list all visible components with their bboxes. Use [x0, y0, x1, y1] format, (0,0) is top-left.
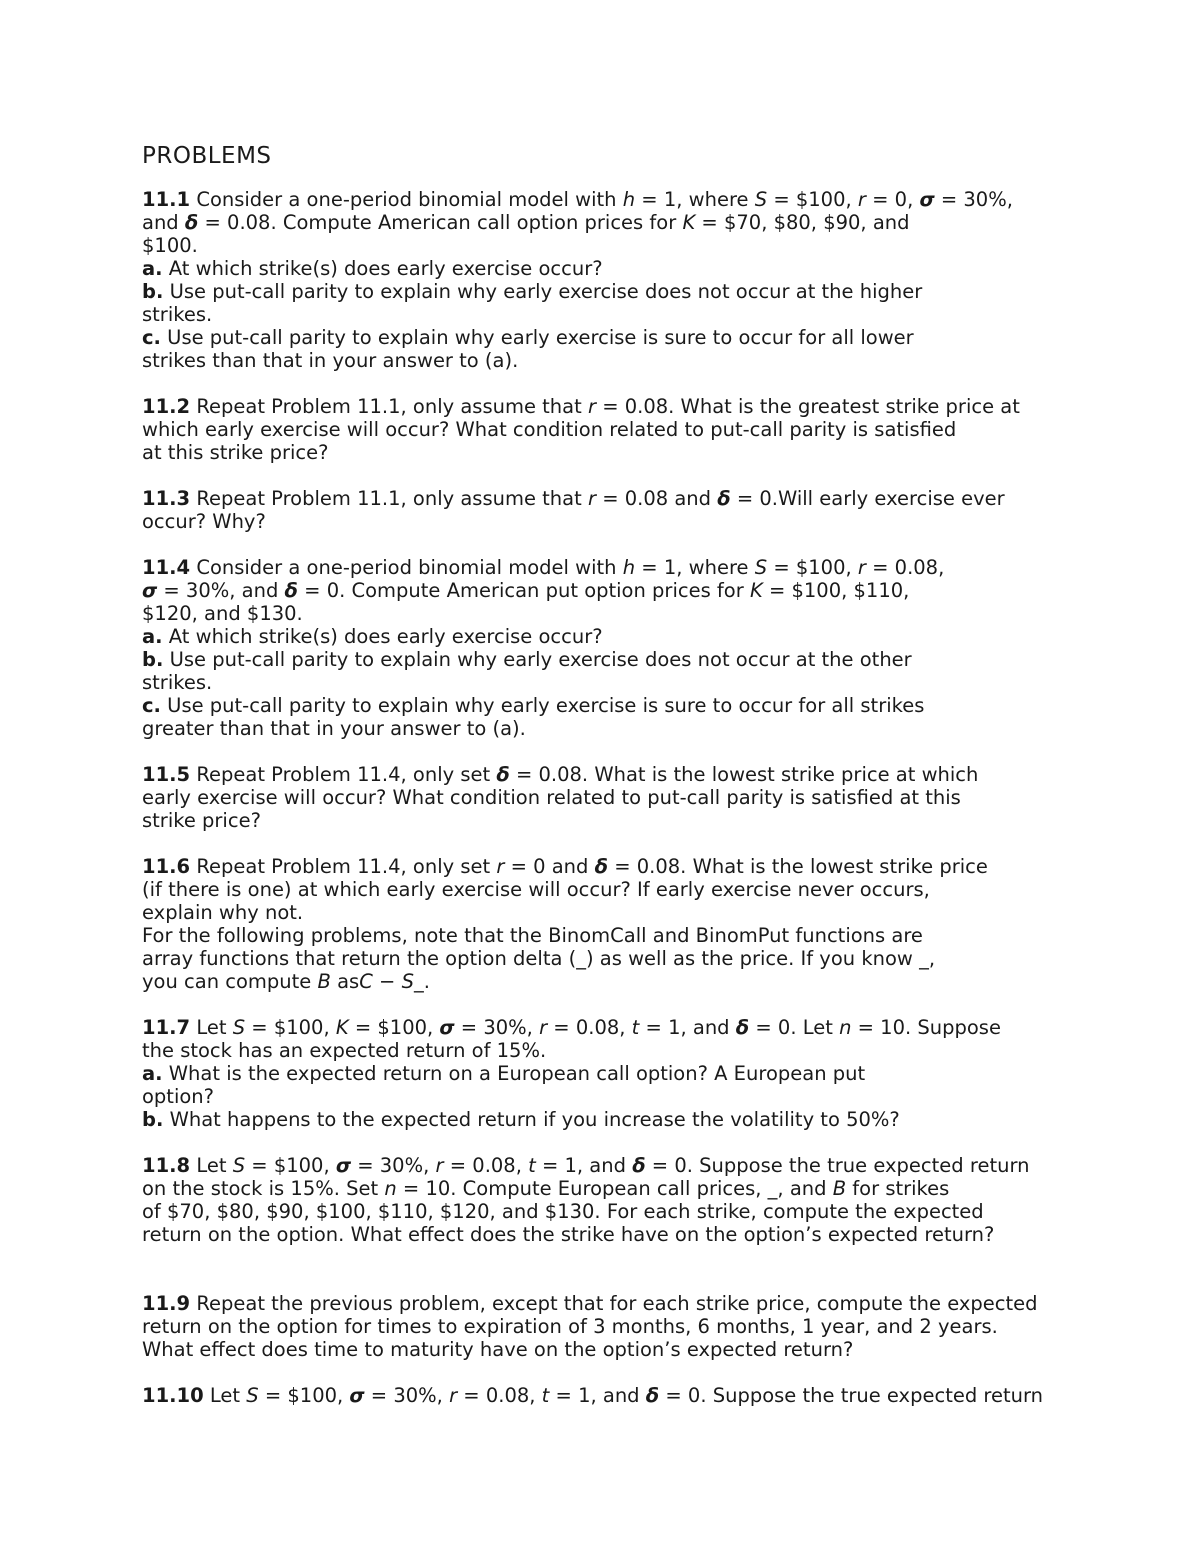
problem-number: 11.4 — [142, 556, 191, 579]
problem-11-1-part-c: c. Use put-call parity to explain why early exercise is sure to occur for all lower — [142, 326, 914, 349]
problem-number: 11.1 — [142, 188, 191, 211]
problem-11-4-line-1: 11.4 Consider a one-period binomial model with h = 1, where S = $100, r = 0.08, — [142, 556, 945, 579]
note-line-2: array functions that return the option delta (_) as well as the price. If you know _, — [142, 947, 936, 970]
problem-11-9-line-1: 11.9 Repeat the previous problem, except that for each strike price, compute the expected — [142, 1292, 1038, 1315]
problem-number: 11.5 — [142, 763, 191, 786]
problem-11-8-line-1: 11.8 Let S = $100, σ = 30%, r = 0.08, t = 1, and δ = 0. Suppose the true expected return — [142, 1154, 1030, 1177]
problem-11-7 — [142, 1016, 1062, 1131]
problem-11-6-line-1: 11.6 Repeat Problem 11.4, only set r = 0 and δ = 0.08. What is the lowest strike price — [142, 855, 988, 878]
problem-11-9-line-3: What effect does time to maturity have on the option’s expected return? — [142, 1338, 854, 1361]
problem-11-1-part-c-cont: strikes than that in your answer to (a). — [142, 349, 519, 372]
problem-11-5-line-2: early exercise will occur? What condition related to put-call parity is satisfied at this — [142, 786, 961, 809]
problem-number: 11.6 — [142, 855, 191, 878]
problem-11-6 — [142, 855, 1062, 993]
problem-11-1-part-b-cont: strikes. — [142, 303, 213, 326]
problem-11-3-line-2: occur? Why? — [142, 510, 266, 533]
problem-11-5 — [142, 763, 1062, 832]
problem-11-7-line-2: the stock has an expected return of 15%. — [142, 1039, 547, 1062]
problem-11-6-line-3: explain why not. — [142, 901, 304, 924]
problem-11-4-part-b-cont: strikes. — [142, 671, 213, 694]
note-line-3: you can compute B asC − S_. — [142, 970, 430, 993]
page-title: PROBLEMS — [142, 143, 272, 169]
problem-11-2-line-1: 11.2 Repeat Problem 11.1, only assume that r = 0.08. What is the greatest strike price at — [142, 395, 1020, 418]
problem-11-1-line-3: $100. — [142, 234, 198, 257]
problem-number: 11.10 — [142, 1384, 204, 1407]
problem-11-10 — [142, 1384, 1062, 1407]
problem-11-8 — [142, 1154, 1062, 1246]
problem-11-10-line-1: 11.10 Let S = $100, σ = 30%, r = 0.08, t = 1, and δ = 0. Suppose the true expected return — [142, 1384, 1044, 1407]
note-line-1: For the following problems, note that the BinomCall and BinomPut functions are — [142, 924, 923, 947]
problem-11-7-part-a: a. What is the expected return on a European call option? A European put — [142, 1062, 866, 1085]
problem-11-5-line-3: strike price? — [142, 809, 261, 832]
problem-11-8-line-3: of $70, $80, $90, $100, $110, $120, and $130. For each strike, compute the expected — [142, 1200, 984, 1223]
problem-11-1-line-1: 11.1 Consider a one-period binomial model with h = 1, where S = $100, r = 0, σ = 30%, — [142, 188, 1013, 211]
problem-11-2-line-2: which early exercise will occur? What condition related to put-call parity is satisfied — [142, 418, 957, 441]
problem-11-4-part-c-cont: greater than that in your answer to (a). — [142, 717, 526, 740]
problem-11-4-line-3: $120, and $130. — [142, 602, 303, 625]
problem-11-4 — [142, 556, 1062, 740]
problem-11-7-part-a-cont: option? — [142, 1085, 215, 1108]
problem-11-8-line-4: return on the option. What effect does the strike have on the option’s expected return? — [142, 1223, 995, 1246]
problem-11-8-line-2: on the stock is 15%. Set n = 10. Compute European call prices, _, and B for strikes — [142, 1177, 950, 1200]
problem-11-1-part-a: a. At which strike(s) does early exercise occur? — [142, 257, 603, 280]
problem-11-4-line-2: σ = 30%, and δ = 0. Compute American put option prices for K = $100, $110, — [142, 579, 910, 602]
problem-11-3-line-1: 11.3 Repeat Problem 11.1, only assume that r = 0.08 and δ = 0.Will early exercise ever — [142, 487, 1005, 510]
problem-11-5-line-1: 11.5 Repeat Problem 11.4, only set δ = 0.08. What is the lowest strike price at which — [142, 763, 979, 786]
problem-11-4-part-b: b. Use put-call parity to explain why early exercise does not occur at the other — [142, 648, 912, 671]
problem-number: 11.2 — [142, 395, 191, 418]
problem-11-1-line-2: and δ = 0.08. Compute American call option prices for K = $70, $80, $90, and — [142, 211, 910, 234]
problem-number: 11.8 — [142, 1154, 191, 1177]
problem-number: 11.9 — [142, 1292, 191, 1315]
problem-11-2-line-3: at this strike price? — [142, 441, 329, 464]
problem-11-4-part-c: c. Use put-call parity to explain why early exercise is sure to occur for all strikes — [142, 694, 925, 717]
problem-11-3 — [142, 487, 1062, 533]
problem-11-4-part-a: a. At which strike(s) does early exercise occur? — [142, 625, 603, 648]
problem-11-1-part-b: b. Use put-call parity to explain why early exercise does not occur at the higher — [142, 280, 923, 303]
problem-11-2 — [142, 395, 1062, 464]
problem-11-9-line-2: return on the option for times to expiration of 3 months, 6 months, 1 year, and 2 years. — [142, 1315, 998, 1338]
document-page — [142, 142, 1062, 1407]
problem-11-7-part-b: b. What happens to the expected return if you increase the volatility to 50%? — [142, 1108, 900, 1131]
problem-number: 11.7 — [142, 1016, 191, 1039]
problem-11-1 — [142, 188, 1062, 372]
problem-number: 11.3 — [142, 487, 191, 510]
problem-11-6-line-2: (if there is one) at which early exercise will occur? If early exercise never occurs, — [142, 878, 930, 901]
problem-11-7-line-1: 11.7 Let S = $100, K = $100, σ = 30%, r = 0.08, t = 1, and δ = 0. Let n = 10. Suppose — [142, 1016, 1001, 1039]
problem-11-9 — [142, 1292, 1062, 1361]
